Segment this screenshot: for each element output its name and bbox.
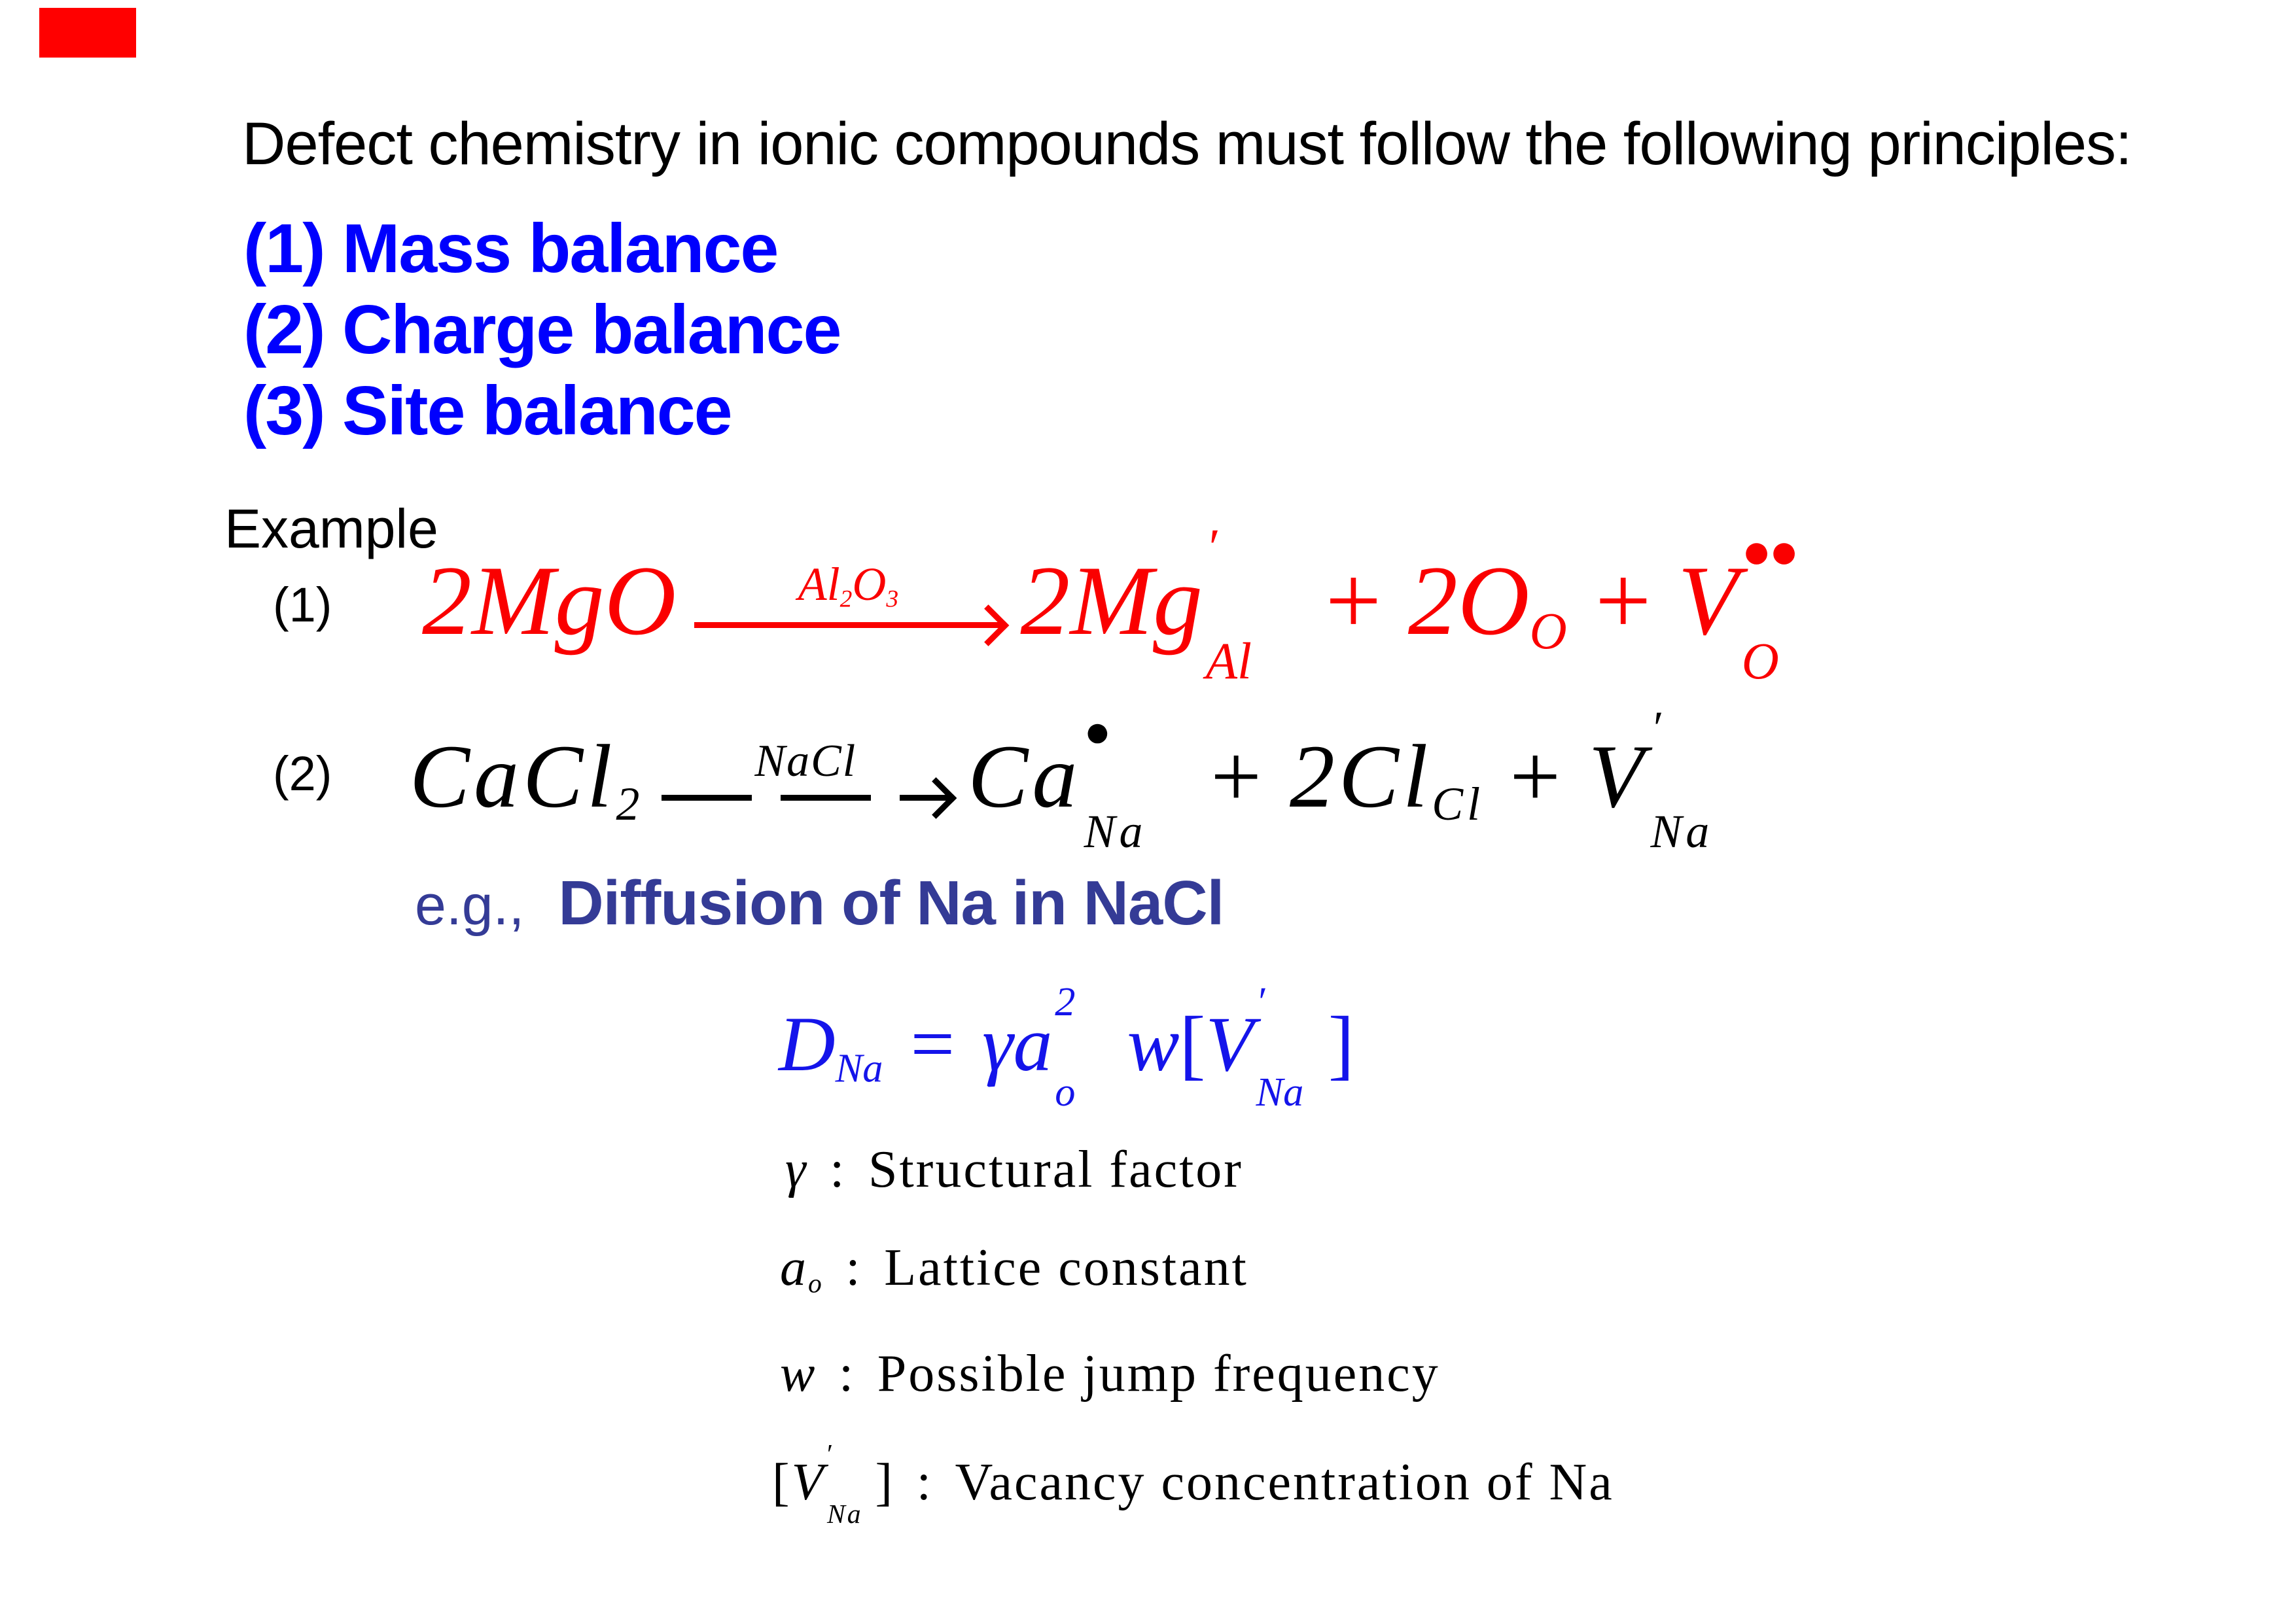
slide-title: Defect chemistry in ionic compounds must follow the following principles: xyxy=(242,111,2132,177)
product3-base: V xyxy=(1678,546,1739,655)
dna-v-sub: Na xyxy=(1256,1069,1304,1115)
eg-prefix: e.g., xyxy=(415,874,525,937)
reaction-arrow-solid xyxy=(694,558,1002,628)
dna-a-squared: 2 xyxy=(1055,979,1076,1025)
def-colon: : xyxy=(845,1239,862,1297)
equation2-product1 xyxy=(968,706,1185,858)
dna-v-term xyxy=(1205,979,1328,1115)
dna-w: w xyxy=(1127,1000,1180,1087)
def-w-symbol: w xyxy=(780,1345,817,1403)
arrow-line-dashed xyxy=(662,795,949,801)
arrow-label-el1: Al xyxy=(798,558,840,611)
def-a-sub: o xyxy=(808,1268,824,1299)
def-v-supsub xyxy=(826,1439,875,1529)
red-corner-marker xyxy=(39,8,136,58)
def-v-bracket-close: ] xyxy=(875,1454,895,1511)
arrow-label-sub2: 3 xyxy=(886,585,899,613)
product2-site: Cl xyxy=(1432,778,1485,831)
product1-supsub xyxy=(1203,519,1297,691)
product1-base: Ca xyxy=(968,726,1082,826)
equals-sign: = xyxy=(910,1000,955,1087)
dna-gamma: γ xyxy=(982,1000,1014,1087)
diffusion-coefficient-equation xyxy=(779,979,1354,1115)
plus-sign: + xyxy=(1318,546,1386,655)
equation1-lhs: 2MgO xyxy=(422,546,677,655)
equation2-lhs xyxy=(410,726,644,831)
def-v-symbol: V xyxy=(791,1454,826,1511)
dna-a-sub: o xyxy=(1055,1069,1076,1115)
product1-site: Al xyxy=(1205,633,1252,691)
arrow-label-nacl: NaCl xyxy=(754,736,857,787)
def-gamma-symbol: γ xyxy=(785,1141,808,1198)
principle-item-mass: (1) Mass balance xyxy=(243,210,778,287)
def-v-text: Vacancy concentration of Na xyxy=(955,1454,1614,1511)
example-diffusion-line xyxy=(415,867,1224,939)
principles-list xyxy=(243,208,840,451)
dna-d-sub: Na xyxy=(835,1045,883,1091)
product2-site: O xyxy=(1529,603,1567,661)
dna-a-term xyxy=(1013,979,1127,1115)
arrow-line-solid xyxy=(694,622,1002,628)
dna-a: a xyxy=(1013,1000,1053,1087)
def-colon: : xyxy=(830,1141,847,1198)
reaction-arrow-dashed xyxy=(662,736,949,801)
definition-vacancy-concentration xyxy=(772,1439,1614,1529)
bracket-open: [ xyxy=(1179,1000,1206,1087)
product1-base: 2Mg xyxy=(1020,546,1203,655)
bracket-close: ] xyxy=(1328,1000,1354,1087)
product1-supsub xyxy=(1081,706,1185,858)
eg-text: Diffusion of Na in NaCl xyxy=(558,868,1224,938)
dna-v-prime: ′ xyxy=(1256,979,1265,1025)
definition-lattice-constant xyxy=(780,1239,1248,1299)
def-colon: : xyxy=(838,1345,856,1403)
principle-item-charge: (2) Charge balance xyxy=(243,291,841,369)
product1-charge-dot: ● xyxy=(1084,706,1109,756)
def-a-symbol: a xyxy=(780,1239,808,1297)
dna-v: V xyxy=(1205,1000,1254,1087)
product3-site: Na xyxy=(1650,805,1714,858)
example-label: Example xyxy=(224,498,438,559)
def-a-text: Lattice constant xyxy=(884,1239,1248,1297)
def-gamma-text: Structural factor xyxy=(868,1141,1243,1198)
product1-charge-prime: ′ xyxy=(1205,519,1218,577)
dna-a-supsub xyxy=(1052,979,1127,1115)
dna-d: D xyxy=(779,1000,836,1087)
equation2-number: (2) xyxy=(273,746,332,801)
principle-item-site: (3) Site balance xyxy=(243,372,732,450)
equation1-number: (1) xyxy=(273,578,332,632)
equation2-cacl2-doping xyxy=(410,702,1733,858)
equation1-product1 xyxy=(1020,519,1297,691)
definition-jump-frequency xyxy=(780,1345,1440,1403)
product2-base: 2Cl xyxy=(1289,726,1432,826)
def-v-prime: ′ xyxy=(827,1439,836,1469)
definition-gamma xyxy=(785,1143,1243,1196)
product3-site: O xyxy=(1741,633,1779,691)
plus-sign: + xyxy=(1205,726,1270,826)
equation1-mgo-doping xyxy=(422,519,1853,691)
equation2-product3 xyxy=(1588,702,1733,858)
arrow-label-sub1: 2 xyxy=(839,585,853,613)
arrow-label-el2: O xyxy=(852,558,887,611)
product1-site: Na xyxy=(1084,805,1147,858)
lhs-base: CaCl xyxy=(410,726,616,826)
def-colon: : xyxy=(916,1454,933,1511)
product3-supsub xyxy=(1648,702,1733,858)
def-v-sub: Na xyxy=(827,1498,863,1529)
dna-v-supsub xyxy=(1254,979,1328,1115)
product3-charge-dots: ●● xyxy=(1741,523,1797,579)
plus-sign: + xyxy=(1589,546,1656,655)
equation1-product2 xyxy=(1407,546,1567,661)
equation1-product3 xyxy=(1678,523,1853,691)
product3-base: V xyxy=(1588,726,1648,826)
equation2-product2 xyxy=(1289,726,1485,831)
def-v-bracket-open: [ xyxy=(772,1454,792,1511)
lhs-sub: 2 xyxy=(616,778,644,831)
arrow-label-al2o3 xyxy=(798,558,899,613)
product2-base: 2O xyxy=(1407,546,1530,655)
def-w-text: Possible jump frequency xyxy=(877,1345,1440,1403)
product3-supsub xyxy=(1739,523,1853,691)
product3-charge-prime: ′ xyxy=(1650,702,1665,755)
plus-sign: + xyxy=(1504,726,1569,826)
dna-lhs xyxy=(779,1000,883,1091)
